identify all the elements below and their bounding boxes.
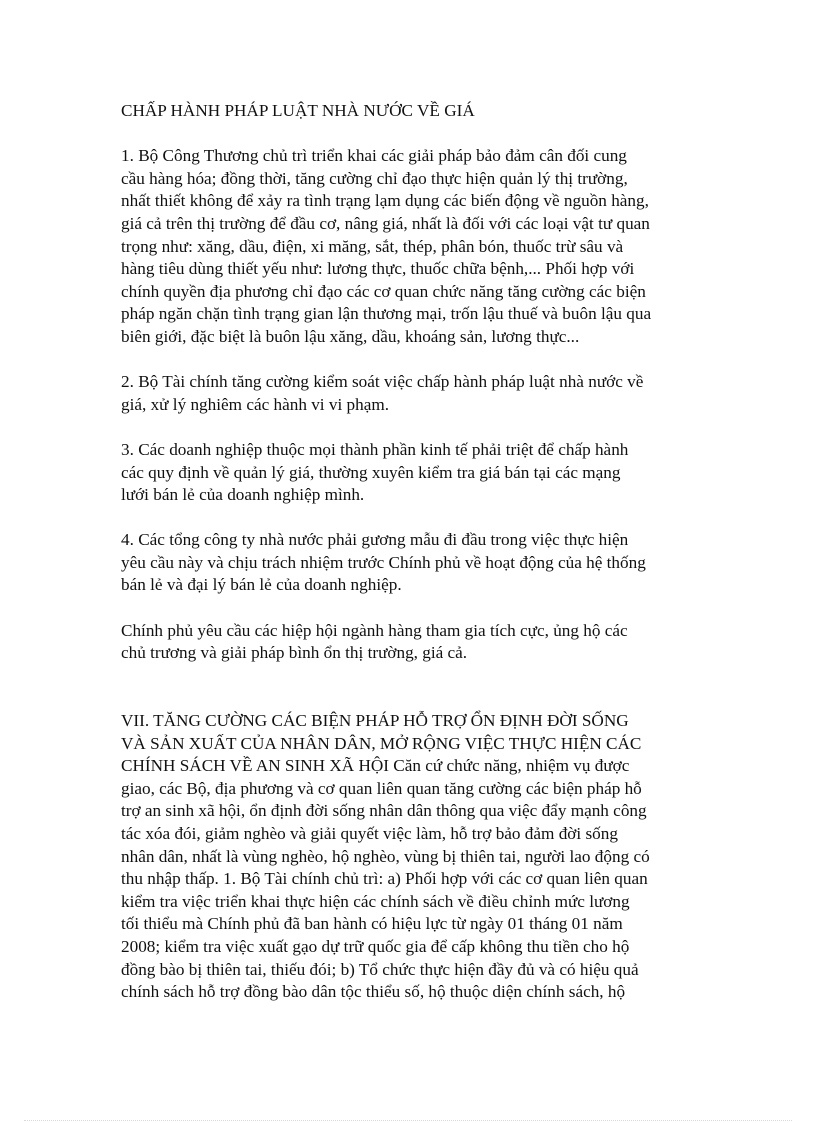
- text-line: 2. Bộ Tài chính tăng cường kiểm soát việc chấp hành pháp luật nhà nước về: [121, 372, 644, 392]
- text-line: bán lẻ và đại lý bán lẻ của doanh nghiệp.: [121, 575, 402, 595]
- text-line: 3. Các doanh nghiệp thuộc mọi thành phần kinh tế phải triệt để chấp hành: [121, 439, 629, 459]
- text-line: tác xóa đói, giảm nghèo và giải quyết việc làm, hỗ trợ bảo đảm đời sống: [121, 824, 618, 843]
- text-line: nhân dân, nhất là vùng nghèo, hộ nghèo, vùng bị thiên tai, người lao động có: [121, 846, 650, 866]
- text-line: cầu hàng hóa; đồng thời, tăng cường chỉ đạo thực hiện quản lý thị trường,: [121, 168, 628, 188]
- paragraph-3: [121, 439, 701, 507]
- text-line: hàng tiêu dùng thiết yếu như: lương thực, thuốc chữa bệnh,... Phối hợp với: [121, 259, 635, 279]
- text-line: nhất thiết không để xảy ra tình trạng lạm dụng các biến động về nguồn hàng,: [121, 191, 649, 211]
- text-line: VII. TĂNG CƯỜNG CÁC BIỆN PHÁP HỖ TRỢ ỔN ĐỊNH ĐỜI SỐNG: [121, 711, 629, 731]
- text-line: giao, các Bộ, địa phương và cơ quan liên quan tăng cường các biện pháp hỗ: [121, 778, 642, 798]
- paragraph-4: [121, 529, 701, 597]
- paragraph-2: [121, 371, 701, 416]
- text-line: tối thiểu mà Chính phủ đã ban hành có hiệu lực từ ngày 01 tháng 01 năm: [121, 914, 623, 934]
- text-line: giá, xử lý nghiêm các hành vi vi phạm.: [121, 394, 390, 414]
- text-line: 2008; kiểm tra việc xuất gạo dự trữ quốc gia để cấp không thu tiền cho hộ: [121, 936, 630, 956]
- text-line: chính sách hỗ trợ đồng bào dân tộc thiểu số, hộ thuộc diện chính sách, hộ: [121, 982, 626, 1002]
- document-heading: CHẤP HÀNH PHÁP LUẬT NHÀ NƯỚC VỀ GIÁ: [121, 101, 475, 120]
- text-line: trọng như: xăng, dầu, điện, xi măng, sắt, thép, phân bón, thuốc trừ sâu và: [121, 236, 624, 256]
- page-bottom-divider: [24, 1120, 792, 1121]
- text-line: Chính phủ yêu cầu các hiệp hội ngành hàng tham gia tích cực, ủng hộ các: [121, 620, 628, 640]
- text-line: giá cả trên thị trường để đầu cơ, nâng giá, nhất là đối với các loại vật tư quan: [121, 213, 650, 233]
- text-line: chủ trương và giải pháp bình ổn thị trường, giá cả.: [121, 643, 468, 663]
- text-line: CHÍNH SÁCH VỀ AN SINH XÃ HỘI Căn cứ chức năng, nhiệm vụ được: [121, 756, 630, 776]
- text-line: chính quyền địa phương chỉ đạo các cơ quan chức năng tăng cường các biện: [121, 281, 646, 301]
- text-line: VÀ SẢN XUẤT CỦA NHÂN DÂN, MỞ RỘNG VIỆC THỰC HIỆN CÁC: [121, 733, 642, 753]
- paragraph-6: [121, 710, 701, 1004]
- paragraph-1: [121, 145, 701, 348]
- text-line: 1. Bộ Công Thương chủ trì triển khai các giải pháp bảo đảm cân đối cung: [121, 146, 627, 166]
- text-line: lưới bán lẻ của doanh nghiệp mình.: [121, 485, 365, 505]
- paragraph-5: [121, 620, 701, 665]
- text-line: đồng bào bị thiên tai, thiếu đói; b) Tổ chức thực hiện đầy đủ và có hiệu quả: [121, 959, 639, 979]
- text-line: yêu cầu này và chịu trách nhiệm trước Chính phủ về hoạt động của hệ thống: [121, 552, 646, 572]
- text-line: trợ an sinh xã hội, ổn định đời sống nhân dân thông qua việc đẩy mạnh công: [121, 801, 647, 821]
- text-line: các quy định về quản lý giá, thường xuyên kiểm tra giá bán tại các mạng: [121, 462, 621, 482]
- text-line: kiểm tra việc triển khai thực hiện các chính sách về điều chỉnh mức lương: [121, 891, 630, 911]
- text-line: thu nhập thấp. 1. Bộ Tài chính chủ trì: a) Phối hợp với các cơ quan liên quan: [121, 869, 648, 889]
- document-page: [121, 100, 701, 1004]
- text-line: biên giới, đặc biệt là buôn lậu xăng, dầu, khoáng sản, lương thực...: [121, 326, 580, 346]
- text-line: pháp ngăn chặn tình trạng gian lận thương mại, trốn lậu thuế và buôn lậu qua: [121, 304, 652, 324]
- text-line: 4. Các tổng công ty nhà nước phải gương mẫu đi đầu trong việc thực hiện: [121, 530, 629, 550]
